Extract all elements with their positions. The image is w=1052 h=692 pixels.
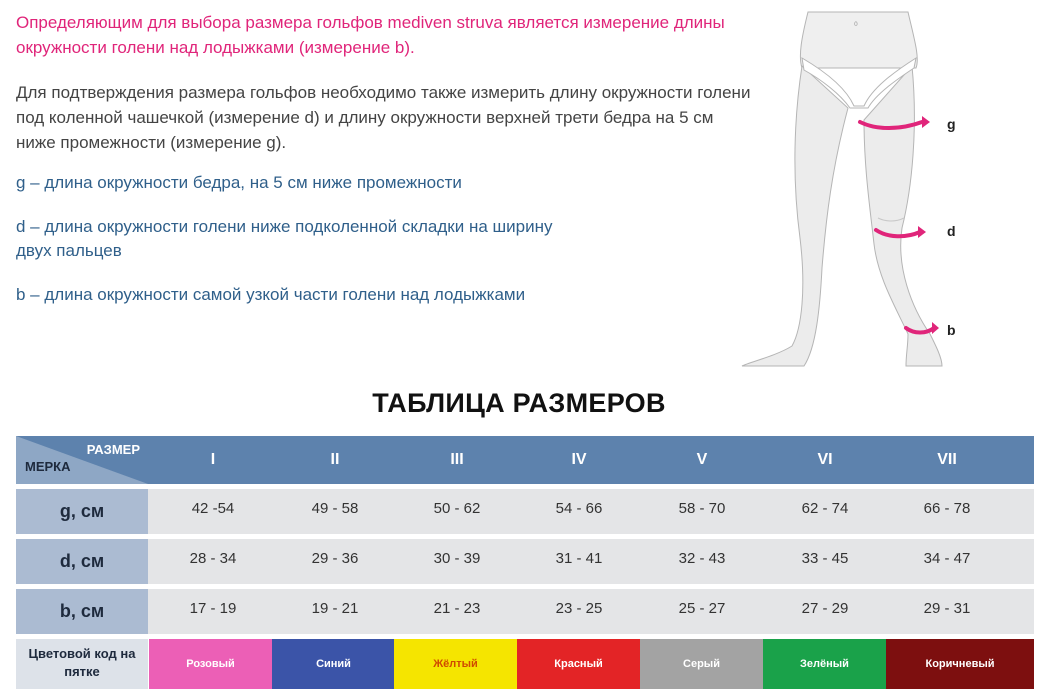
table-cell: 49 - 58: [311, 500, 359, 517]
table-cell: 29 - 36: [311, 550, 359, 567]
table-cell: 42 -54: [191, 500, 235, 517]
color-swatch: Зелёный: [763, 639, 886, 689]
size-header: VI: [817, 451, 833, 468]
color-swatch: Коричневый: [886, 639, 1034, 689]
table-cell: 62 - 74: [801, 500, 849, 517]
color-swatch: Розовый: [149, 639, 272, 689]
row-label: g, см: [16, 489, 148, 534]
measure-row-d: [16, 539, 1034, 584]
intro-text: [16, 10, 756, 307]
corner-size-label: РАЗМЕР: [86, 442, 140, 457]
table-cell: 19 - 21: [311, 600, 359, 617]
table-cell: 58 - 70: [678, 500, 726, 517]
size-header: II: [330, 451, 340, 468]
table-cell: 32 - 43: [678, 550, 726, 567]
table-cell: 17 - 19: [189, 600, 237, 617]
table-cell: 34 - 47: [923, 550, 971, 567]
svg-text:0: 0: [854, 21, 858, 28]
color-swatch: Серый: [640, 639, 763, 689]
heel-color-row: [16, 639, 1034, 689]
definition-g: g – длина окружности бедра, на 5 см ниже промежности: [16, 173, 462, 192]
corner-measure-label: МЕРКА: [25, 459, 71, 474]
size-header: I: [210, 451, 216, 468]
primary-measure-note: Определяющим для выбора размера гольфов mediven struva является измерение длины окружности голени над лодыжками (измерение b).: [16, 13, 725, 57]
table-cell: 23 - 25: [555, 600, 603, 617]
color-swatch: Красный: [517, 639, 640, 689]
size-header: V: [696, 451, 708, 468]
label-b: b: [947, 322, 956, 338]
size-table: [16, 436, 1034, 689]
leg-measurement-illustration: [736, 8, 986, 370]
table-cell: 28 - 34: [189, 550, 237, 567]
table-cell: 21 - 23: [433, 600, 481, 617]
table-cell: 54 - 66: [555, 500, 603, 517]
table-cell: 31 - 41: [555, 550, 603, 567]
row-label: Цветовой код на пятке: [16, 639, 148, 689]
table-cell: 27 - 29: [801, 600, 849, 617]
measure-row-g: [16, 489, 1034, 534]
size-header: III: [450, 451, 464, 468]
table-cell: 33 - 45: [801, 550, 849, 567]
size-header: IV: [571, 451, 587, 468]
label-g: g: [947, 116, 956, 132]
table-cell: 29 - 31: [923, 600, 971, 617]
measure-row-b: [16, 589, 1034, 634]
size-table-title: ТАБЛИЦА РАЗМЕРОВ: [372, 388, 666, 418]
table-cell: 50 - 62: [433, 500, 481, 517]
table-cell: 25 - 27: [678, 600, 726, 617]
row-label: d, см: [16, 539, 148, 584]
secondary-measure-note: Для подтверждения размера гольфов необходимо также измерить длину окружности голени под коленной чашечкой (измерение d) и длину окружности верхней трети бедра на 5 см ниже промежности (измерение g).: [16, 83, 751, 152]
corner-cell: [16, 436, 148, 484]
color-swatch: Жёлтый: [394, 639, 517, 689]
row-label: b, см: [16, 589, 148, 634]
table-cell: 66 - 78: [923, 500, 971, 517]
definition-d: d – длина окружности голени ниже подколенной складки на ширину двух пальцев: [16, 217, 553, 260]
size-header-row: [16, 436, 1034, 484]
size-header: VII: [937, 451, 957, 468]
label-d: d: [947, 223, 956, 239]
color-swatch: Синий: [272, 639, 395, 689]
definition-b: b – длина окружности самой узкой части голени над лодыжками: [16, 285, 526, 304]
table-cell: 30 - 39: [433, 550, 481, 567]
legs-image: [736, 8, 986, 370]
